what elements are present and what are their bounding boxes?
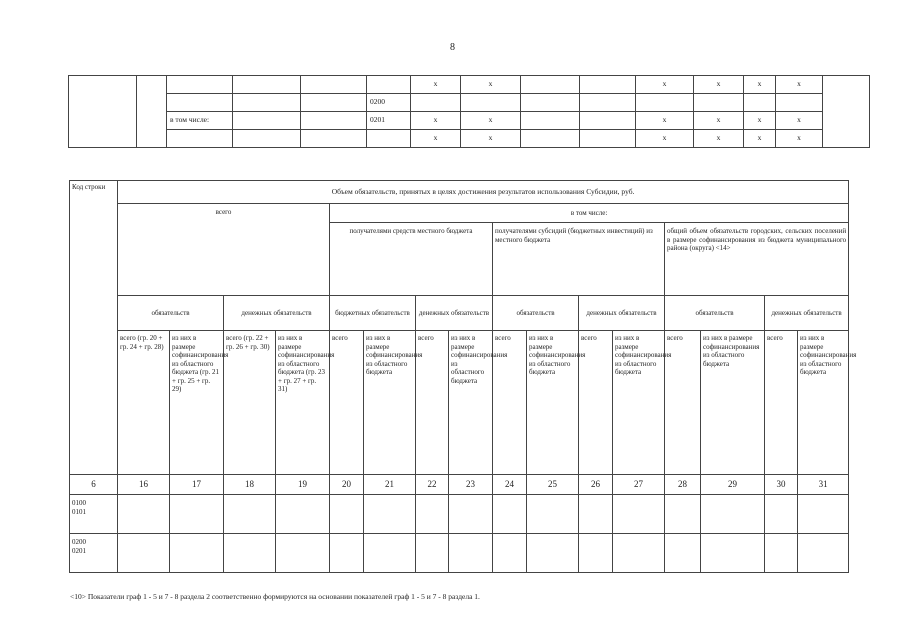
col-number: 27 (613, 475, 665, 495)
col-31-header: из них в размере софинансирования из областного бюджета (798, 331, 849, 475)
table-row (69, 112, 870, 130)
col-26-header: всего (579, 331, 613, 475)
col-23-header: из них в размере софинансирования из областного бюджета (449, 331, 493, 475)
col-number: 29 (701, 475, 765, 495)
col-number: 31 (798, 475, 849, 495)
row-code: 0101 (72, 507, 86, 516)
col-number: 20 (330, 475, 364, 495)
table-header-row (70, 296, 849, 331)
x-mark: x (411, 76, 461, 94)
col-18-header: всего (гр. 22 + гр. 26 + гр. 30) (224, 331, 276, 475)
col-30-header: всего (765, 331, 798, 475)
col-number: 17 (170, 475, 224, 495)
col-number: 18 (224, 475, 276, 495)
x-mark: x (461, 112, 521, 130)
table-row (69, 94, 870, 112)
col-number: 25 (527, 475, 579, 495)
total-header: всего (118, 204, 330, 296)
col-number: 26 (579, 475, 613, 495)
col-24-header: всего (493, 331, 527, 475)
table-header-row (70, 204, 849, 223)
monetary-obligations-header: денежных обязательств (579, 296, 665, 331)
volume-header: Объем обязательств, принятых в целях достижения результатов использования Субсидии, руб. (118, 181, 849, 204)
x-mark: x (461, 76, 521, 94)
col-number: 23 (449, 475, 493, 495)
subsidy-recipients-header: получателями субсидий (бюджетных инвестиций) из местного бюджета (493, 223, 665, 296)
x-mark: x (411, 130, 461, 148)
x-mark: x (694, 76, 744, 94)
obligations-header: обязательств (118, 296, 224, 331)
x-mark: x (636, 112, 694, 130)
col-number: 28 (665, 475, 701, 495)
local-recipients-header: получателями средств местного бюджета (330, 223, 493, 296)
col-29-header: из них в размере софинансирования из областного бюджета (701, 331, 765, 475)
col-19-header: из них в размере софинансирования из областного бюджета (гр. 23 + гр. 27 + гр. 31) (276, 331, 330, 475)
footnote: <10> Показатели граф 1 - 5 и 7 - 8 раздела 2 соответственно формируются на основании показателей граф 1 - 5 и 7 - 8 раздела 1. (70, 592, 480, 601)
col-22-header: всего (416, 331, 449, 475)
row-code-cell (70, 495, 118, 534)
obligations-table (69, 180, 857, 573)
row-code: 0201 (367, 112, 411, 130)
row-code: 0100 (72, 499, 86, 507)
col-16-header: всего (гр. 20 + гр. 24 + гр. 28) (118, 331, 170, 475)
obligations-header: обязательств (493, 296, 579, 331)
x-mark: x (776, 76, 823, 94)
table-header-row (70, 181, 849, 204)
col-21-header: из них в размере софинансирования из областного бюджета (364, 331, 416, 475)
row-code: 0201 (72, 546, 86, 555)
in-that-number-header: в том числе: (330, 204, 849, 223)
top-table-fragment (68, 75, 870, 148)
col-number: 19 (276, 475, 330, 495)
col-20-header: всего (330, 331, 364, 475)
col-25-header: из них в размере софинансирования из областного бюджета (527, 331, 579, 475)
table-header-row (70, 331, 849, 475)
x-mark: x (411, 112, 461, 130)
x-mark: x (694, 130, 744, 148)
col-number: 24 (493, 475, 527, 495)
x-mark: x (744, 76, 776, 94)
col-number: 6 (70, 475, 118, 495)
x-mark: x (461, 130, 521, 148)
column-numbers-row (70, 475, 849, 495)
col-number: 30 (765, 475, 798, 495)
row-code: 0200 (72, 538, 86, 546)
monetary-obligations-header: денежных обязательств (416, 296, 493, 331)
x-mark: x (694, 112, 744, 130)
budget-obligations-header: бюджетных обязательств (330, 296, 416, 331)
x-mark: x (776, 112, 823, 130)
total-volume-header: общий объем обязательств городских, сельских поселений в размере софинансирования из бюджета муниципального района (округа) <14> (665, 223, 849, 296)
col-number: 22 (416, 475, 449, 495)
table-row (70, 495, 849, 534)
table-row (69, 130, 870, 148)
page-number: 8 (450, 42, 455, 53)
monetary-obligations-header: денежных обязательств (765, 296, 849, 331)
row-code: 0200 (367, 94, 411, 112)
code-header: Код строки (70, 181, 118, 475)
col-17-header: из них в размере софинансирования из областного бюджета (гр. 21 + гр. 25 + гр. 29) (170, 331, 224, 475)
x-mark: x (776, 130, 823, 148)
col-28-header: всего (665, 331, 701, 475)
col-number: 21 (364, 475, 416, 495)
x-mark: x (636, 130, 694, 148)
x-mark: x (744, 130, 776, 148)
x-mark: x (744, 112, 776, 130)
table-row (69, 76, 870, 94)
obligations-header: обязательств (665, 296, 765, 331)
x-mark: x (636, 76, 694, 94)
in-that-number-label: в том числе: (167, 112, 233, 130)
row-code-cell (70, 534, 118, 573)
col-27-header: из них в размере софинансирования из областного бюджета (613, 331, 665, 475)
col-number: 16 (118, 475, 170, 495)
monetary-obligations-header: денежных обязательств (224, 296, 330, 331)
table-row (70, 534, 849, 573)
